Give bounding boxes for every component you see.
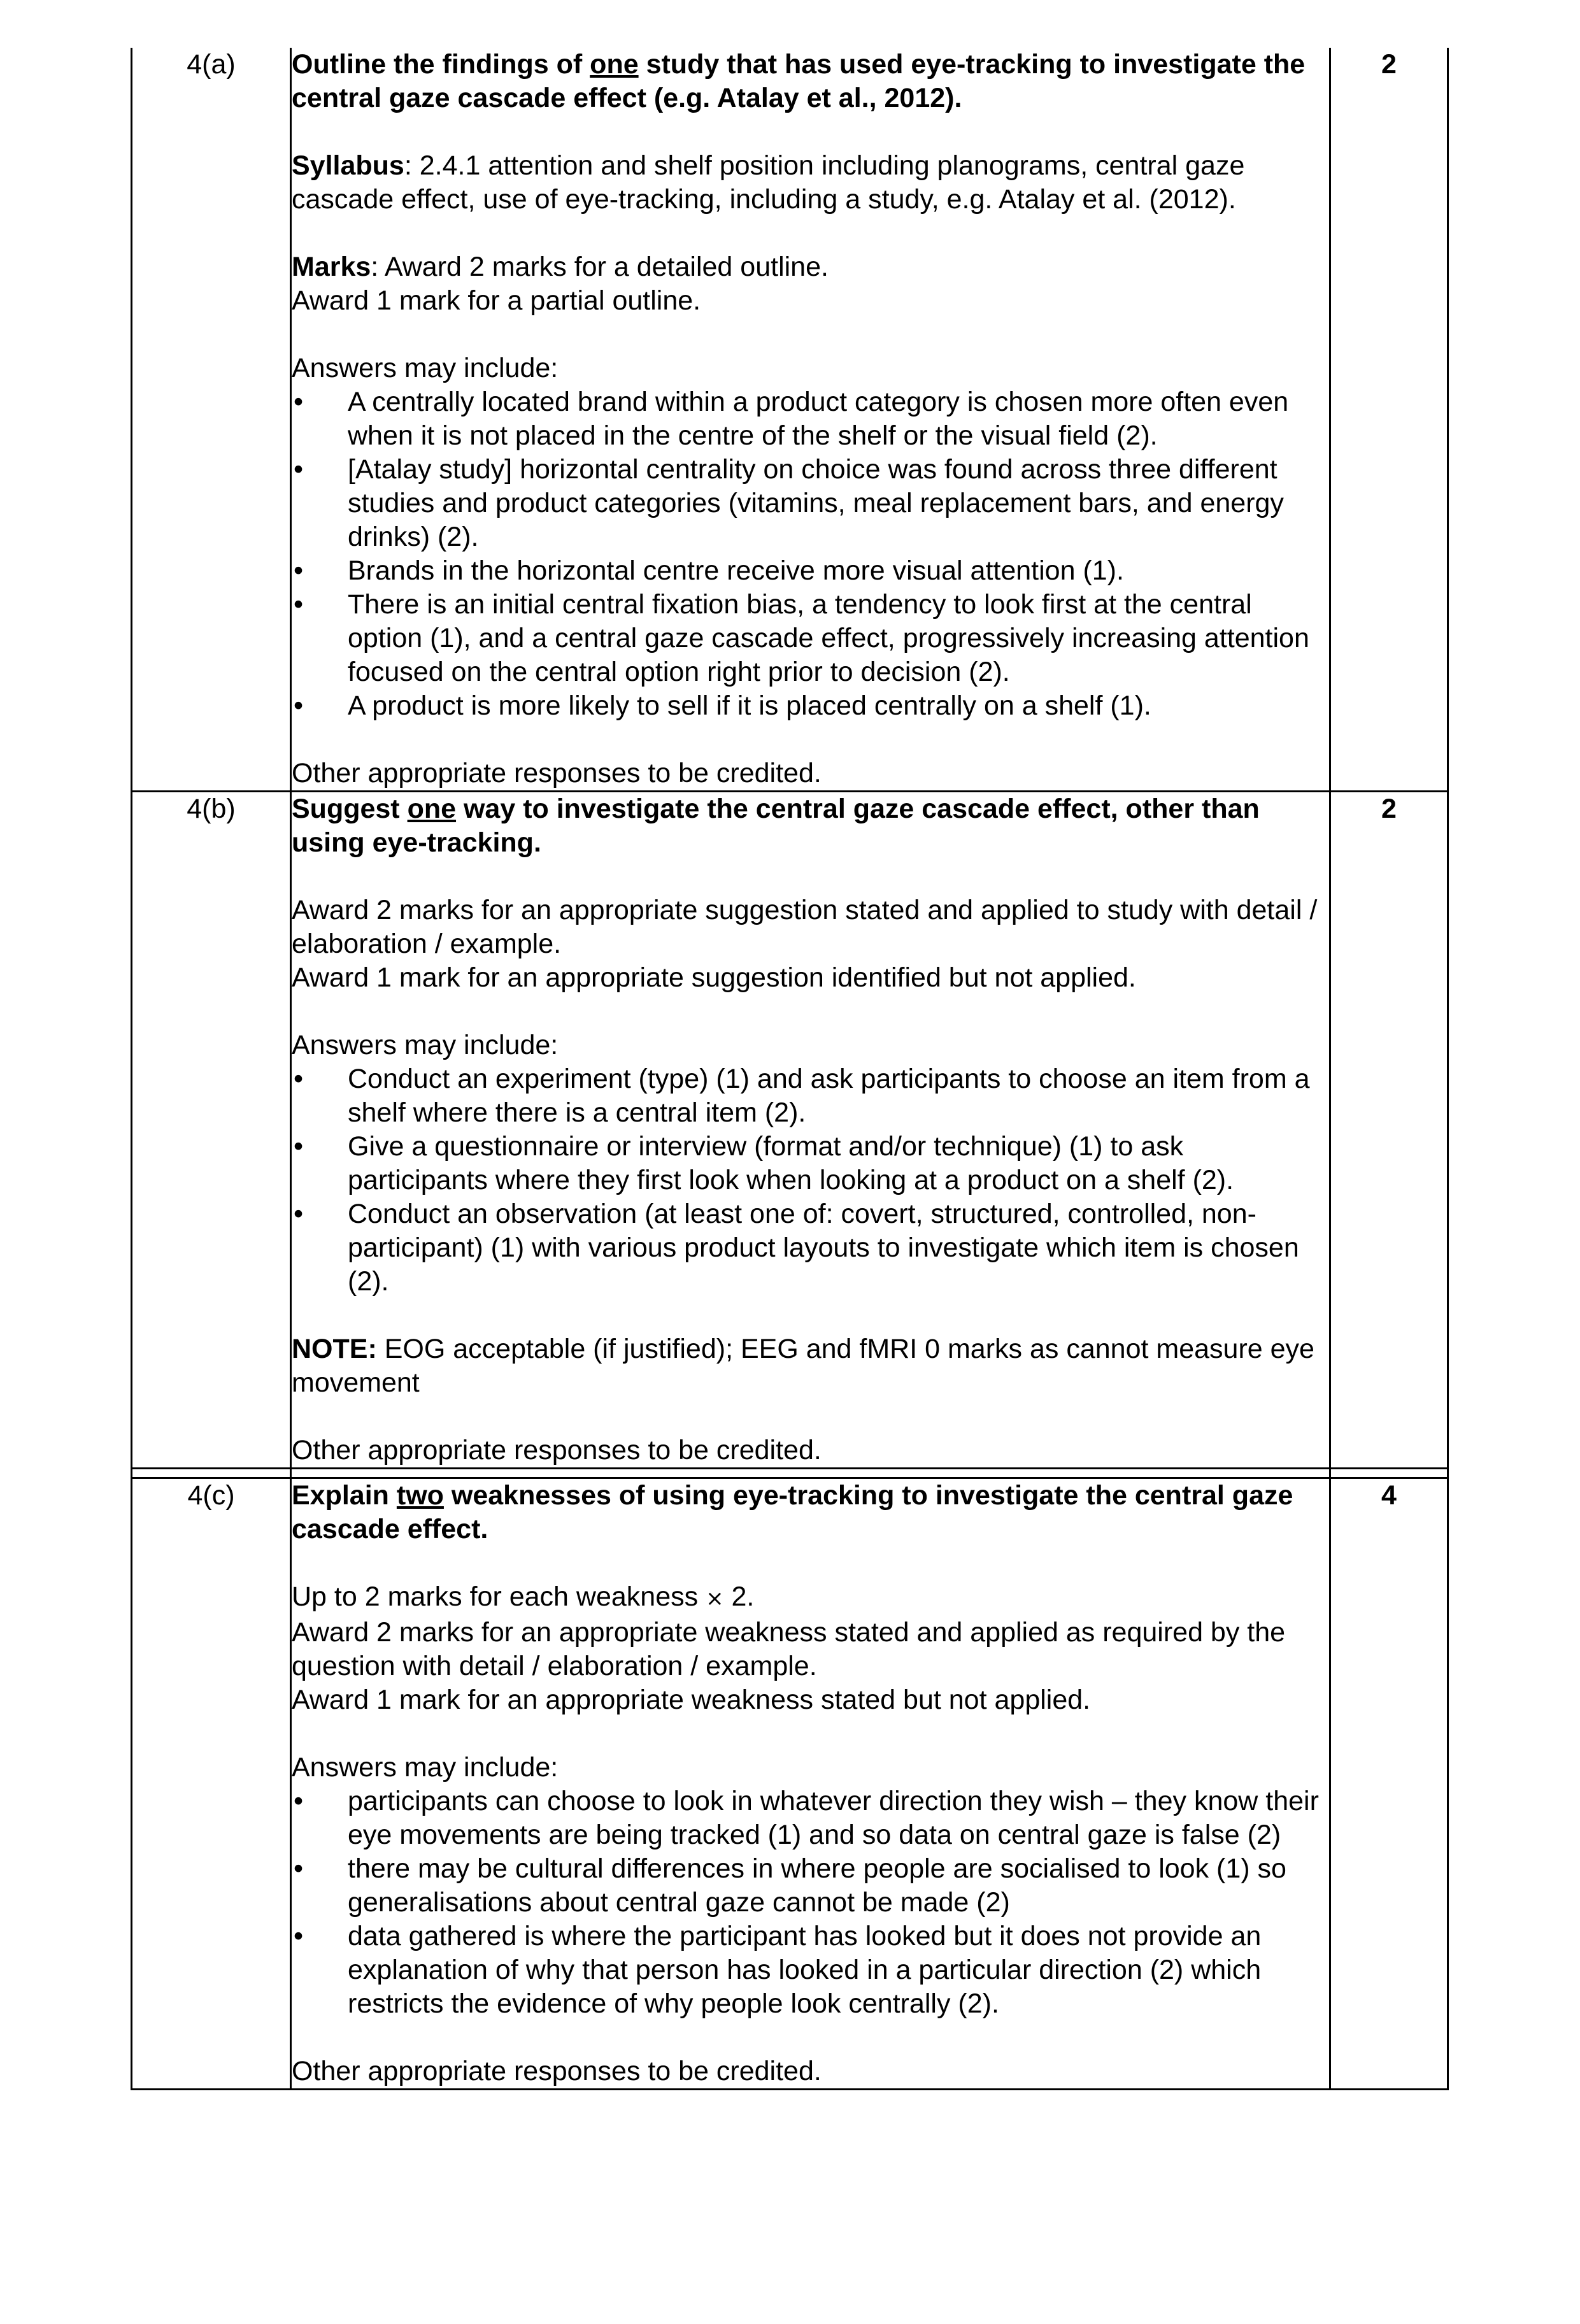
marks-value: 2 xyxy=(1330,48,1448,792)
question-row-4c xyxy=(132,1478,1448,2090)
mark-scheme-table xyxy=(131,48,1449,2090)
question-content xyxy=(291,48,1330,792)
note: NOTE: EOG acceptable (if justified); EEG and fMRI 0 marks as cannot measure eye movement xyxy=(292,1334,1314,1398)
list-item: • Conduct an experiment (type) (1) and ask participants to choose an item from a shelf where there is a central item (2). xyxy=(292,1062,1329,1130)
award-guidance-1: Award 2 marks for an appropriate weakness stated and applied as required by the question with detail / elaboration / example. xyxy=(292,1617,1286,1681)
question-text: Explain two weaknesses of using eye-tracking to investigate the central gaze cascade effect. xyxy=(292,1480,1293,1544)
row-divider xyxy=(132,1469,1448,1478)
list-item: • A product is more likely to sell if it is placed centrally on a shelf (1). xyxy=(292,689,1329,723)
list-item: • data gathered is where the participant has looked but it does not provide an explanation of why that person has looked in a particular direction (2) which restricts the evidence of why people look centrally (2). xyxy=(292,1920,1329,2021)
question-text: Outline the findings of one study that has used eye-tracking to investigate the central gaze cascade effect (e.g. Atalay et al., 2012). xyxy=(292,49,1306,113)
list-item: • [Atalay study] horizontal centrality on choice was found across three different studies and product categories (vitamins, meal replacement bars, and energy drinks) (2). xyxy=(292,453,1329,554)
list-item: • there may be cultural differences in where people are socialised to look (1) so generalisations about central gaze cannot be made (2) xyxy=(292,1852,1329,1920)
credit-note: Other appropriate responses to be credited. xyxy=(292,758,822,788)
answers-list xyxy=(292,1785,1329,2021)
list-item: • participants can choose to look in whatever direction they wish – they know their eye movements are being tracked (1) and so data on central gaze is false (2) xyxy=(292,1785,1329,1852)
answers-heading: Answers may include: xyxy=(292,353,559,383)
answers-heading: Answers may include: xyxy=(292,1752,559,1783)
marks-value: 2 xyxy=(1330,792,1448,1469)
award-guidance-1: Award 2 marks for an appropriate suggestion stated and applied to study with detail / elaboration / example. xyxy=(292,895,1318,959)
list-item: • There is an initial central fixation bias, a tendency to look first at the central option (1), and a central gaze cascade effect, progressively increasing attention focused on the central option right prior to decision (2). xyxy=(292,588,1329,689)
question-number: 4(b) xyxy=(132,792,291,1469)
list-item: • Conduct an observation (at least one of: covert, structured, controlled, non-participant) (1) with various product layouts to investigate which item is chosen (2). xyxy=(292,1197,1329,1299)
list-item: • Brands in the horizontal centre receive more visual attention (1). xyxy=(292,554,1329,588)
marks-guidance: Marks: Award 2 marks for a detailed outline. xyxy=(292,252,829,282)
question-row-4b xyxy=(132,792,1448,1469)
upto-guidance: Up to 2 marks for each weakness × 2. xyxy=(292,1581,755,1612)
credit-note: Other appropriate responses to be credited. xyxy=(292,1435,822,1465)
syllabus-note: Syllabus: 2.4.1 attention and shelf position including planograms, central gaze cascade effect, use of eye-tracking, including a study, e.g. Atalay et al. (2012). xyxy=(292,150,1245,215)
question-text: Suggest one way to investigate the central gaze cascade effect, other than using eye-tracking. xyxy=(292,794,1260,858)
question-content xyxy=(291,792,1330,1469)
question-number: 4(a) xyxy=(132,48,291,792)
answers-list xyxy=(292,385,1329,723)
question-row-4a xyxy=(132,48,1448,792)
marks-guidance-2: Award 1 mark for a partial outline. xyxy=(292,285,701,316)
award-guidance-2: Award 1 mark for an appropriate weakness stated but not applied. xyxy=(292,1685,1091,1715)
question-number: 4(c) xyxy=(132,1478,291,2090)
question-content xyxy=(291,1478,1330,2090)
award-guidance-2: Award 1 mark for an appropriate suggestion identified but not applied. xyxy=(292,962,1136,993)
credit-note: Other appropriate responses to be credited. xyxy=(292,2056,822,2086)
list-item: • A centrally located brand within a product category is chosen more often even when it is not placed in the centre of the shelf or the visual field (2). xyxy=(292,385,1329,453)
answers-list xyxy=(292,1062,1329,1299)
marks-value: 4 xyxy=(1330,1478,1448,2090)
answers-heading: Answers may include: xyxy=(292,1030,559,1060)
list-item: • Give a questionnaire or interview (format and/or technique) (1) to ask participants where they first look when looking at a product on a shelf (2). xyxy=(292,1130,1329,1197)
